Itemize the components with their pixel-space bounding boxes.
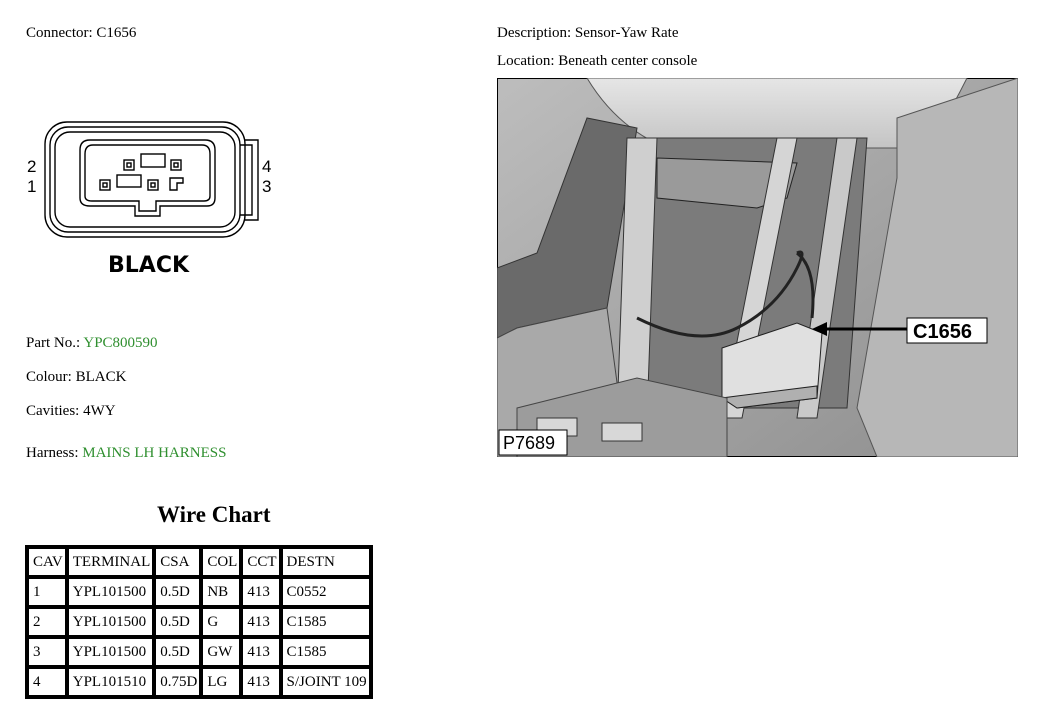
header-terminal: TERMINAL — [67, 547, 155, 577]
part-no-line — [26, 334, 158, 352]
header-destn: DESTN — [281, 547, 371, 577]
pin-label-1: 1 — [27, 177, 37, 196]
location-line — [497, 52, 697, 70]
location-label: Location: — [497, 53, 555, 69]
connector-label: Connector: — [26, 25, 93, 41]
cell-col: GW — [201, 637, 241, 667]
cell-col: G — [201, 607, 241, 637]
connector-face-drawing — [20, 110, 290, 290]
cell-csa: 0.5D — [154, 577, 201, 607]
harness-line — [26, 444, 226, 462]
cell-terminal: YPL101500 — [67, 577, 155, 607]
table-row — [27, 577, 371, 607]
cell-cav: 1 — [27, 577, 67, 607]
cell-terminal: YPL101500 — [67, 637, 155, 667]
header-cav: CAV — [27, 547, 67, 577]
cell-csa: 0.5D — [154, 607, 201, 637]
location-value: Beneath center console — [558, 53, 698, 69]
cavities-label: Cavities: — [26, 403, 80, 419]
harness-value: MAINS LH HARNESS — [82, 445, 227, 461]
cell-col: LG — [201, 667, 241, 697]
connector-line — [26, 24, 136, 42]
cell-terminal: YPL101500 — [67, 607, 155, 637]
part-no-label: Part No.: — [26, 335, 81, 351]
cell-cct: 413 — [241, 637, 280, 667]
cell-destn: C0552 — [281, 577, 371, 607]
wire-chart-header-row — [27, 547, 371, 577]
table-row — [27, 607, 371, 637]
photo-figure-id: P7689 — [503, 433, 556, 453]
wire-chart-table — [25, 545, 373, 699]
cell-cav: 3 — [27, 637, 67, 667]
harness-label: Harness: — [26, 445, 79, 461]
location-photo — [497, 78, 1018, 457]
photo-callout-label: C1656 — [913, 321, 972, 343]
cavities-value: 4WY — [83, 403, 116, 419]
cell-terminal: YPL101510 — [67, 667, 155, 697]
cell-cav: 2 — [27, 607, 67, 637]
cell-destn: S/JOINT 109 — [281, 667, 371, 697]
cell-col: NB — [201, 577, 241, 607]
header-csa: CSA — [154, 547, 201, 577]
cell-destn: C1585 — [281, 607, 371, 637]
colour-value: BLACK — [75, 369, 127, 385]
pin-label-4: 4 — [262, 157, 272, 176]
description-line — [497, 24, 679, 42]
part-no-value: YPC800590 — [83, 335, 158, 351]
header-col: COL — [201, 547, 241, 577]
header-cct: CCT — [241, 547, 280, 577]
wire-chart-title: Wire Chart — [157, 502, 271, 527]
description-value: Sensor-Yaw Rate — [574, 25, 679, 41]
pin-label-3: 3 — [262, 177, 272, 196]
cell-csa: 0.5D — [154, 637, 201, 667]
cell-cav: 4 — [27, 667, 67, 697]
pin-label-2: 2 — [27, 157, 37, 176]
cavities-line — [26, 402, 116, 420]
table-row — [27, 667, 371, 697]
colour-label: Colour: — [26, 369, 72, 385]
connector-id: C1656 — [96, 25, 137, 41]
cell-cct: 413 — [241, 607, 280, 637]
colour-line — [26, 368, 126, 386]
drawing-colour-caption: BLACK — [108, 253, 190, 278]
cell-cct: 413 — [241, 667, 280, 697]
cell-csa: 0.75D — [154, 667, 201, 697]
cell-destn: C1585 — [281, 637, 371, 667]
cell-cct: 413 — [241, 577, 280, 607]
description-label: Description: — [497, 25, 572, 41]
table-row — [27, 637, 371, 667]
